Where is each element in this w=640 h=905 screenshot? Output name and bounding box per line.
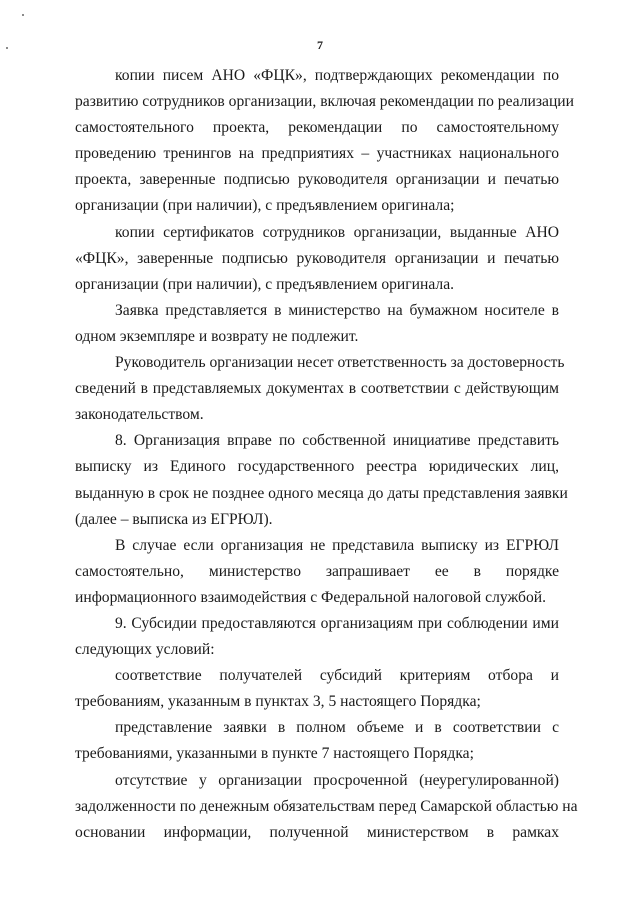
- text-line: 8. Организация вправе по собственной инициативе представить: [115, 432, 559, 450]
- scan-speck: [22, 14, 24, 16]
- text-line: (далее – выписка из ЕГРЮЛ).: [75, 510, 273, 528]
- text-line: организации (при наличии), с предъявлением оригинала;: [75, 197, 455, 215]
- text-line: следующих условий:: [75, 641, 215, 659]
- text-line: представление заявки в полном объеме и в соответствии с: [115, 719, 559, 737]
- text-line: требованиями, указанными в пункте 7 настоящего Порядка;: [75, 745, 474, 763]
- text-line: копии писем АНО «ФЦК», подтверждающих рекомендации по: [115, 67, 559, 84]
- text-line: организации (при наличии), с предъявлением оригинала.: [75, 275, 455, 293]
- text-line: выписку из Единого государственного реестра юридических лиц,: [75, 458, 559, 476]
- text-line: 9. Субсидии предоставляются организациям при соблюдении ими: [115, 614, 559, 632]
- text-line: самостоятельно, министерство запрашивает ее в порядке: [75, 562, 559, 580]
- text-line: одном экземпляре и возврату не подлежит.: [75, 327, 359, 345]
- text-line: самостоятельного проекта, рекомендации по самостоятельному: [75, 119, 559, 137]
- text-line: Руководитель организации несет ответственность за достоверность: [115, 354, 565, 372]
- text-line: проекта, заверенные подписью руководителя организации и печатью: [75, 171, 559, 189]
- document-body: [75, 63, 578, 846]
- text-line: проведению тренингов на предприятиях – участниках национального: [75, 145, 559, 163]
- text-line: развитию сотрудников организации, включая рекомендации по реализации: [75, 93, 574, 111]
- text-line: В случае если организация не представила выписку из ЕГРЮЛ: [115, 536, 559, 554]
- text-line: задолженности по денежным обязательствам перед Самарской областью на: [75, 797, 578, 815]
- text-line: «ФЦК», заверенные подписью руководителя организации и печатью: [75, 249, 559, 267]
- text-line: соответствие получателей субсидий критериям отбора и: [115, 667, 559, 685]
- text-line: выданную в срок не позднее одного месяца до даты представления заявки: [75, 484, 568, 502]
- text-line: сведений в представляемых документах в соответствии с действующим: [75, 380, 559, 398]
- text-line: информационного взаимодействия с Федеральной налоговой службой.: [75, 588, 546, 606]
- text-line: отсутствие у организации просроченной (неурегулированной): [115, 771, 559, 789]
- text-line: законодательством.: [75, 406, 204, 424]
- page-number: 7: [317, 38, 323, 52]
- text-line: Заявка представляется в министерство на бумажном носителе в: [115, 301, 559, 319]
- text-line: требованиям, указанным в пунктах 3, 5 настоящего Порядка;: [75, 693, 481, 711]
- text-line: основании информации, полученной министерством в рамках: [75, 823, 559, 841]
- text-line: копии сертификатов сотрудников организации, выданные АНО: [115, 223, 559, 241]
